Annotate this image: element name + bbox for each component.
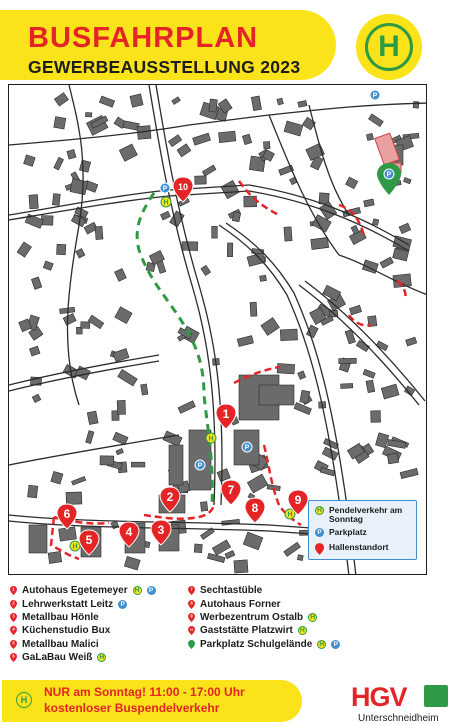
building	[195, 176, 207, 184]
legend-hall	[315, 543, 389, 555]
exhibitor-list-right	[188, 584, 340, 651]
legend-parking-label: Parkplatz	[329, 527, 367, 537]
building	[95, 226, 103, 239]
legend-hall-label: Hallenstandort	[329, 542, 389, 552]
industrial-building	[169, 445, 183, 485]
bus-stop-icon: H	[317, 640, 326, 649]
building	[280, 329, 297, 341]
legend-shuttle	[315, 506, 416, 525]
map-legend	[308, 500, 417, 560]
building	[54, 117, 66, 129]
logo-subtitle: Unterschneidheim	[358, 713, 439, 724]
map-pin-icon	[188, 600, 195, 609]
building	[284, 227, 292, 241]
parking-icon: P	[315, 528, 324, 537]
exhibitor-item	[188, 638, 340, 651]
hall-pin-number: 3	[157, 523, 165, 537]
map-pin-icon	[188, 640, 195, 649]
bus-stop-letter: H	[163, 199, 169, 207]
exhibitor-item	[10, 651, 156, 664]
exhibitor-name: Autohaus Forner	[200, 598, 281, 610]
map-pin-icon	[10, 600, 17, 609]
exhibitor-name: Werbezentrum Ostalb	[200, 611, 304, 623]
building	[341, 383, 353, 388]
bus-stop-icon: H	[97, 653, 106, 662]
map-pin-icon	[10, 613, 17, 622]
exhibitor-name: Metallbau Hönle	[22, 611, 99, 623]
exhibitor-item	[10, 597, 156, 610]
building	[250, 302, 257, 316]
building	[372, 219, 378, 226]
building	[387, 453, 399, 464]
exhibitor-item	[188, 624, 340, 637]
hall-pin-number: 7	[227, 483, 235, 497]
industrial-building	[259, 385, 294, 405]
pin-number: 6	[12, 653, 15, 659]
bus-stop-icon: H	[308, 613, 317, 622]
parking-icon: P	[147, 586, 156, 595]
building	[200, 502, 207, 512]
hall-pin-number: 8	[251, 501, 259, 515]
parking-icon-letter: P	[197, 462, 203, 470]
pin-number: 9	[190, 613, 193, 619]
parking-icon-letter: P	[372, 92, 378, 100]
exhibitor-list-left	[10, 584, 156, 664]
building	[66, 492, 82, 505]
building	[29, 195, 38, 209]
map-pin-icon	[10, 586, 17, 595]
exhibitor-name: Küchenstudio Bux	[22, 625, 111, 637]
bus-stop-letter: H	[208, 435, 214, 443]
pin-number: 5	[12, 640, 15, 646]
map-pin-icon	[10, 653, 17, 662]
building	[182, 242, 198, 251]
building	[52, 194, 60, 206]
shuttle-notice	[2, 680, 302, 722]
building	[277, 363, 295, 374]
notice-line-1: NUR am Sonntag! 11:00 - 17:00 Uhr	[44, 685, 245, 699]
hall-pin-number: 9	[294, 493, 302, 507]
exhibitor-item	[10, 638, 156, 651]
bus-stop-icon: H	[365, 23, 413, 71]
map-pin-icon	[188, 586, 195, 595]
exhibitor-item	[10, 584, 156, 597]
building	[130, 94, 143, 107]
building	[339, 358, 357, 363]
building	[263, 141, 270, 149]
bus-stop-icon: H	[315, 506, 324, 515]
notice-line-2: kostenloser Buspendelverkehr	[44, 701, 220, 715]
exhibitor-name: Metallbau Malici	[22, 638, 99, 650]
building	[209, 99, 218, 112]
map-pin-icon	[10, 640, 17, 649]
hall-pin-number: 10	[177, 182, 189, 192]
parking-icon: P	[118, 600, 127, 609]
pin-number: 10	[189, 628, 194, 633]
pin-number: 4	[12, 627, 15, 633]
building	[117, 400, 125, 414]
parking-icon: P	[331, 640, 340, 649]
crest-icon	[424, 685, 448, 707]
parking-icon-letter: P	[162, 185, 168, 193]
map-pin-icon	[188, 626, 195, 635]
hgv-logo	[351, 682, 461, 724]
bus-stop-badge	[356, 14, 422, 80]
building	[70, 179, 88, 195]
exhibitor-name: Lehrwerkstatt Leitz	[22, 598, 114, 610]
building	[194, 544, 202, 553]
building	[28, 485, 38, 498]
building	[219, 131, 236, 143]
map-pin-icon	[188, 613, 195, 622]
building	[87, 411, 98, 424]
bus-stop-letter: H	[72, 543, 78, 551]
exhibitor-item	[10, 611, 156, 624]
building	[100, 456, 114, 465]
exhibitor-name: Sechtastüble	[200, 585, 263, 597]
building	[48, 551, 62, 563]
building	[311, 238, 329, 250]
hall-pin-number: 1	[222, 407, 230, 421]
building	[297, 555, 303, 561]
building	[131, 462, 145, 467]
exhibitor-name: Parkplatz Schulgelände	[200, 638, 313, 650]
legend-parking	[315, 528, 367, 537]
parking-icon-letter: P	[386, 171, 392, 179]
building	[366, 133, 373, 140]
exhibitor-item	[10, 624, 156, 637]
pin-number: 3	[12, 613, 15, 619]
building	[232, 212, 240, 222]
parking-icon-letter: P	[244, 444, 250, 452]
building	[141, 384, 148, 395]
page-subtitle: GEWERBEAUSSTELLUNG 2023	[28, 57, 301, 77]
building	[85, 112, 91, 117]
pin-number: 2	[12, 600, 15, 606]
hall-pin-number: 4	[125, 525, 133, 539]
hall-pin-number: 6	[63, 507, 71, 521]
map-pin-icon	[10, 626, 17, 635]
building	[57, 244, 66, 255]
bus-stop-letter: H	[287, 511, 293, 519]
building	[371, 411, 381, 423]
hall-pin-number: 5	[85, 533, 93, 547]
exhibitor-item	[188, 597, 340, 610]
pin-number: 7	[190, 586, 193, 592]
legend-shuttle-label: Pendelverkehr am Sonntag	[329, 505, 403, 525]
pin-number: 8	[190, 600, 193, 606]
exhibitor-name: Autohaus Egetemeyer	[22, 585, 128, 597]
industrial-building	[29, 525, 47, 553]
building	[277, 98, 283, 105]
exhibitor-name: GaLaBau Weiß	[22, 652, 93, 664]
building	[81, 322, 90, 329]
bus-stop-icon: H	[16, 692, 32, 708]
building	[212, 226, 218, 238]
bus-stop-icon: H	[133, 586, 142, 595]
exhibitor-item	[188, 611, 340, 624]
map-pin-icon	[315, 543, 324, 555]
bus-stop-icon: H	[298, 626, 307, 635]
page-title: BUSFAHRPLAN	[28, 22, 259, 54]
exhibitor-item	[188, 584, 340, 597]
building	[413, 101, 419, 108]
exhibitor-name: Gaststätte Platzwirt	[200, 625, 293, 637]
pin-number: 1	[12, 586, 15, 592]
building	[227, 243, 233, 257]
building	[260, 275, 267, 281]
building	[234, 560, 248, 573]
hall-pin-number: 2	[166, 490, 174, 504]
logo-text: HGV	[351, 682, 407, 712]
